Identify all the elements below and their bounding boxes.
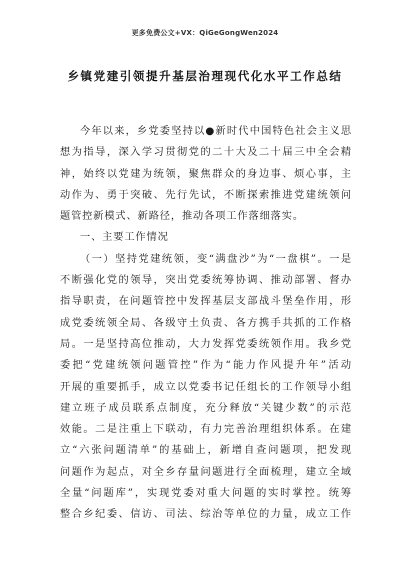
- header-note: 更多免费公文+VX：QiGeGongWen2024: [131, 29, 279, 37]
- body-line: 建立班子成员联系点制度，充分释放“关键少数”的示范: [60, 402, 352, 414]
- body-line: 指导职责，在问题管控中发挥基层支部战斗堡垒作用，形: [60, 296, 352, 308]
- body-line: 效能。二是注重上下联动，有力完善治理组织体系。在建: [60, 424, 352, 436]
- body-line: 题管控新模式、新路径，推动各项工作落细落实。: [60, 211, 304, 223]
- body-line: 神，始终以党建为统领，聚焦群众的身边事、烦心事，主: [60, 168, 352, 180]
- body-line: （一）坚持党建统领，变“满盘沙”为“一盘棋”。一是: [80, 253, 352, 265]
- document-title: 乡镇党建引领提升基层治理现代化水平工作总结: [67, 69, 343, 83]
- body-line: 全量“问题库”，实现党委对重大问题的实时掌控。统筹: [60, 488, 352, 500]
- document-body: [60, 121, 352, 526]
- body-line: 成党委统领全局、各级守土负责、各方携手共抓的工作格: [60, 317, 352, 329]
- body-line: 整合乡纪委、信访、司法、综治等单位的力量，成立工作: [60, 509, 352, 521]
- body-line: 问题作为起点，对全乡存量问题进行全面梳理，建立全域: [60, 466, 352, 478]
- body-line: 不断强化党的领导，突出党委统筹协调、推动部署、督办: [60, 275, 352, 287]
- body-line: 动作为、勇于突破、先行先试，不断探索推进党建统领问: [60, 189, 352, 201]
- body-line: 想为指导，深入学习贯彻党的二十大及二十届三中全会精: [60, 147, 352, 159]
- body-line: 局。一是坚持高位推动，大力发挥党委统领作用。我乡党: [60, 338, 352, 350]
- body-line: 委把“党建统领问题管控”作为“能力作风提升年”活动: [60, 360, 352, 372]
- body-line: 立“六张问题清单”的基础上，新增自查问题项，把发现: [60, 445, 352, 457]
- body-line: 一、主要工作情况: [80, 232, 169, 244]
- body-line: 开展的重要抓手，成立以党委书记任组长的工作领导小组: [60, 381, 352, 393]
- body-line: 今年以来，乡党委坚持以●新时代中国特色社会主义思: [80, 126, 352, 137]
